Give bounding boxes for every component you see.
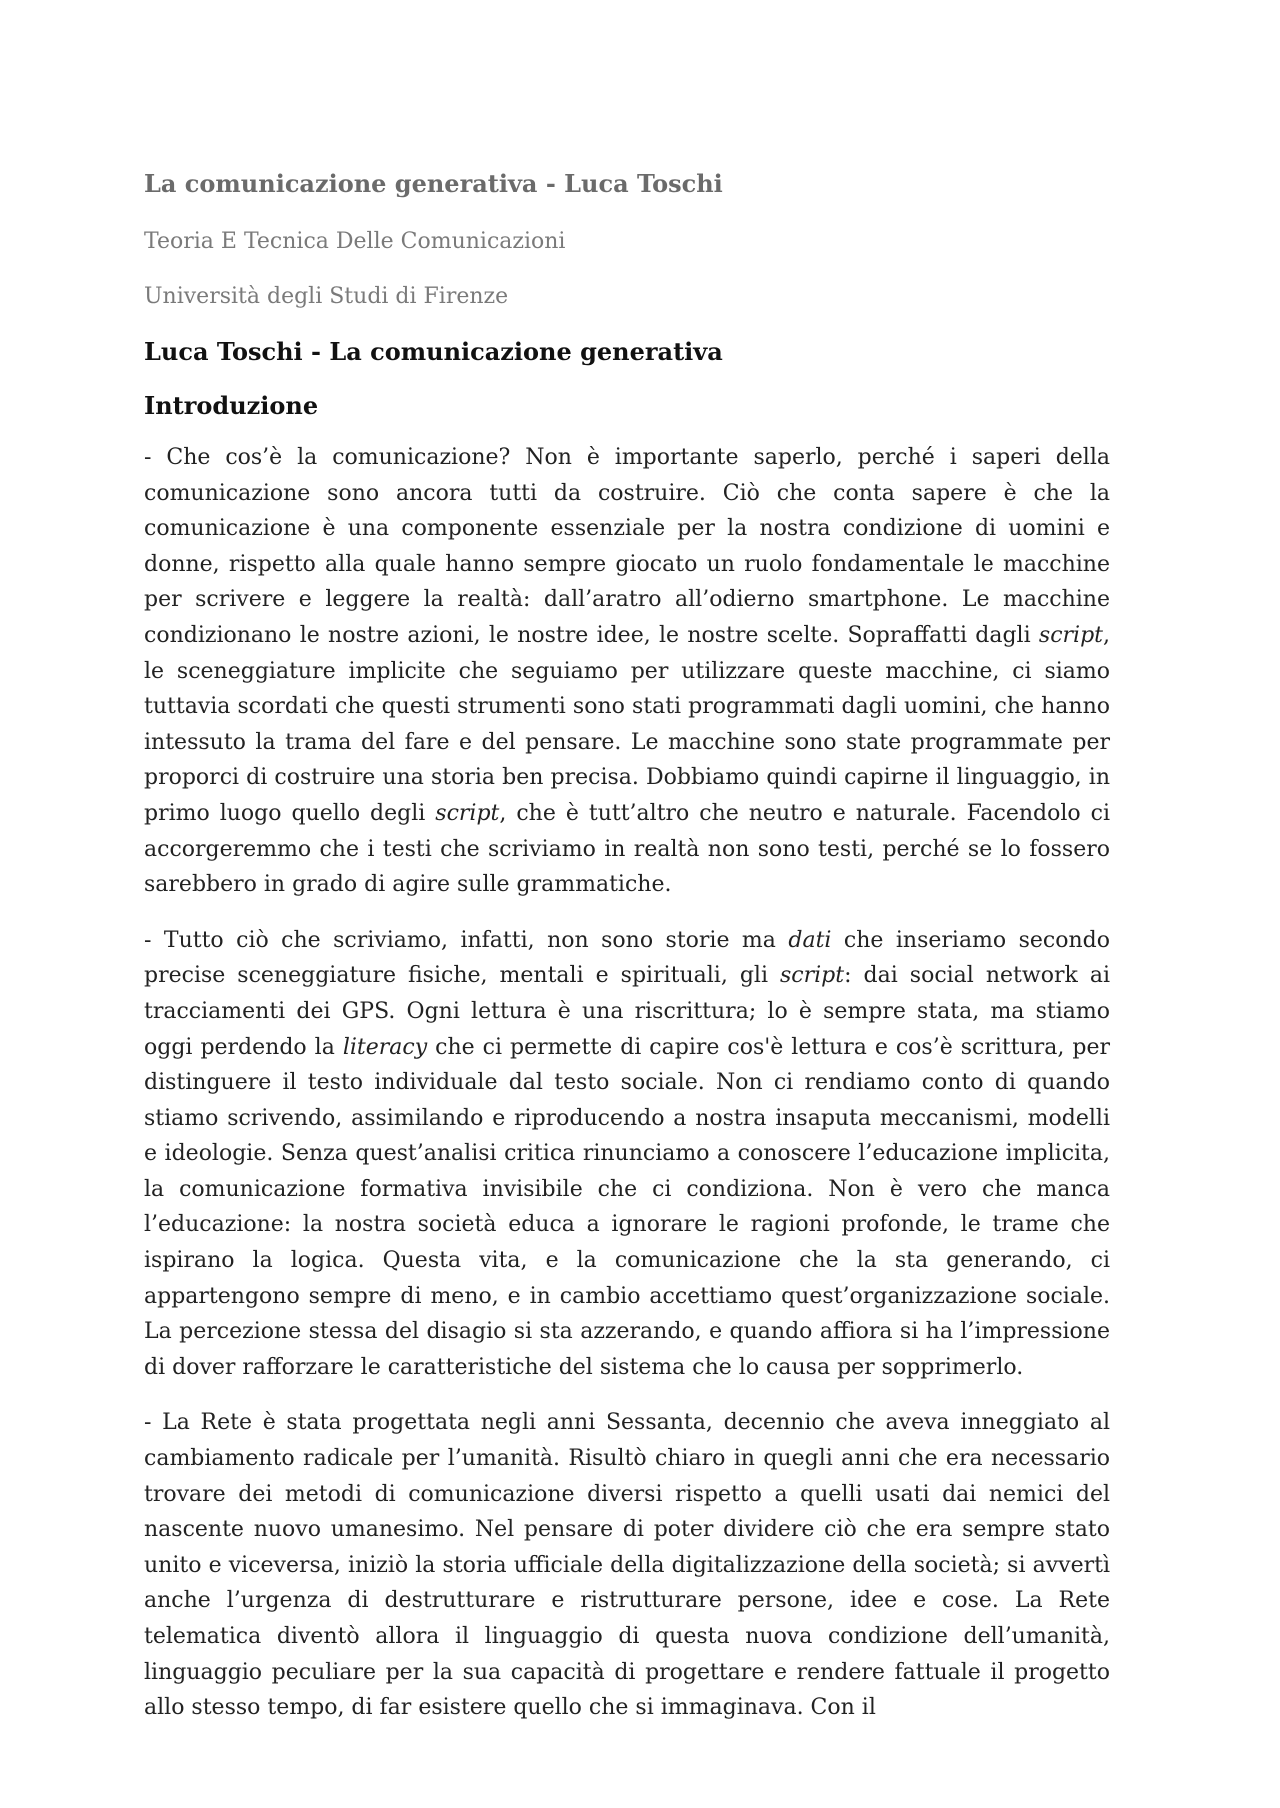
- paragraph-1: [144, 440, 1110, 903]
- paragraph-text: : dai social network ai tracciamenti dei GPS. Ogni lettura è una riscrittura; lo è sempre stata, ma stiamo oggi perdendo la: [144, 963, 1110, 1060]
- paragraph-text: che ci permette di capire cos'è lettura e cos’è scrittura, per distinguere il testo individuale dal testo sociale. Non ci rendiamo conto di quando stiamo scrivendo, assimilando e riproducendo a nostra insaputa meccanismi, modelli e ideologie. Senza quest’analisi critica rinunciamo a conoscere l’educazione implicita, la comunicazione formativa invisibile che ci condiziona. Non è vero che manca l’educazione: la nostra società educa a ignorare le ragioni profonde, le trame che ispirano la logica. Questa vita, e la comunicazione che la sta generando, ci appartengono sempre di meno, e in cambio accettiamo quest’organizzazione sociale. La percezione stessa del disagio si sta azzerando, e quando affiora si ha l’impressione di dover rafforzare le caratteristiche del sistema che lo causa per sopprimerlo.: [144, 1034, 1110, 1380]
- paragraph-text: - Tutto ciò che scriviamo, infatti, non sono storie ma: [144, 927, 789, 953]
- paragraph-text: , le sceneggiature implicite che seguiamo per utilizzare queste macchine, ci siamo tuttavia scordati che questi strumenti sono stati programmati dagli uomini, che hanno intessuto la trama del fare e del pensare. Le macchine sono state programmate per proporci di costruire una storia ben precisa. Dobbiamo quindi capirne il linguaggio, in primo luogo quello degli: [144, 622, 1110, 826]
- italic-term: script: [435, 800, 500, 826]
- document-page: [144, 168, 1110, 1746]
- paragraph-3: [144, 1405, 1110, 1725]
- header-title: La comunicazione generativa - Luca Toschi: [144, 169, 723, 198]
- university-name: Università degli Studi di Firenze: [144, 284, 509, 309]
- italic-term: literacy: [342, 1034, 428, 1060]
- paragraph-2: [144, 923, 1110, 1386]
- paragraph-text: , che è tutt’altro che neutro e naturale. Facendolo ci accorgeremmo che i testi che scriviamo in realtà non sono testi, perché se lo fossero sarebbero in grado di agire sulle grammatiche.: [144, 800, 1111, 898]
- italic-term: script: [780, 963, 845, 989]
- paragraph-text: - Che cos’è la comunicazione? Non è importante saperlo, perché i saperi della comunicazione sono ancora tutti da costruire. Ciò che conta sapere è che la comunicazione è una componente essenziale per la nostra condizione di uomini e donne, rispetto alla quale hanno sempre giocato un ruolo fondamentale le macchine per scrivere e leggere la realtà: dall’aratro all’odierno smartphone. Le macchine condizionano le nostre azioni, le nostre idee, le nostre scelte. Sopraffatti dagli: [144, 445, 1110, 648]
- italic-term: script: [1038, 622, 1103, 648]
- paragraph-text: - La Rete è stata progettata negli anni Sessanta, decennio che aveva inneggiato al cambiamento radicale per l’umanità. Risultò chiaro in quegli anni che era necessario trovare dei metodi di comunicazione diversi rispetto a quelli usati dai nemici del nascente nuovo umanesimo. Nel pensare di poter dividere ciò che era sempre stato unito e viceversa, iniziò la storia ufficiale della digitalizzazione della società; si avvertì anche l’urgenza di destrutturare e ristrutturare persone, idee e cose. La Rete telematica diventò allora il linguaggio di questa nuova condizione dell’umanità, linguaggio peculiare per la sua capacità di progettare e rendere fattuale il progetto allo stesso tempo, di far esistere quello che si immaginava. Con il: [144, 1410, 1110, 1721]
- section-heading: Introduzione: [144, 391, 319, 420]
- italic-term: dati: [788, 927, 832, 953]
- course-name: Teoria E Tecnica Delle Comunicazioni: [144, 229, 566, 254]
- paragraph-text: che inseriamo secondo precise sceneggiature fisiche, mentali e spirituali, gli: [144, 927, 1110, 989]
- document-title: Luca Toschi - La comunicazione generativa: [144, 337, 723, 366]
